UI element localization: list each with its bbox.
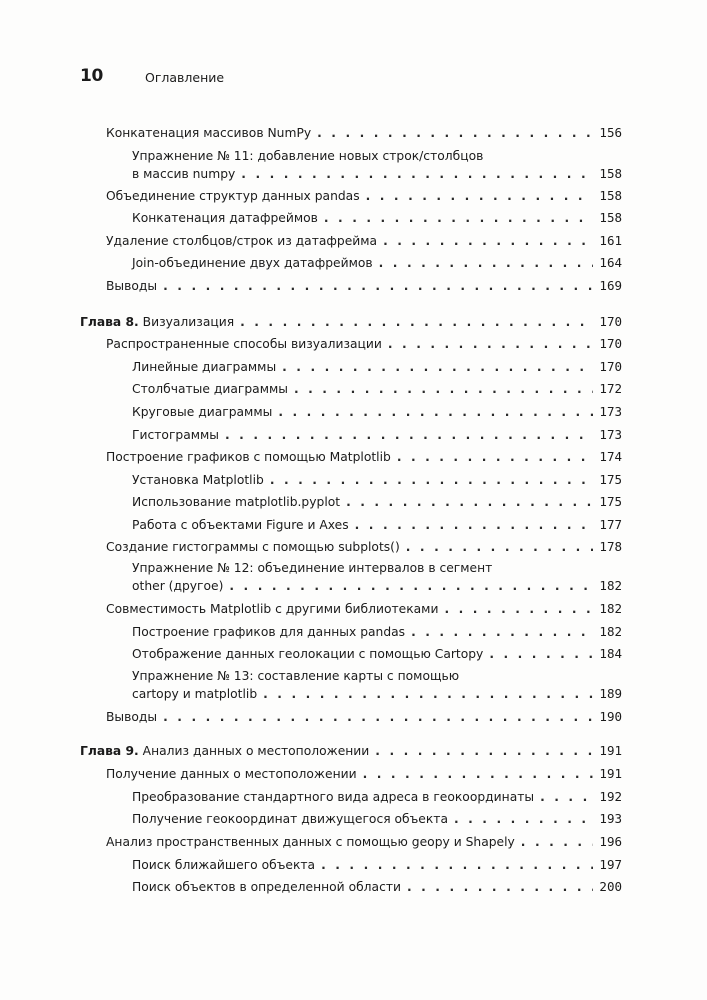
toc-entry-label: Линейные диаграммы [132, 360, 277, 374]
chapter-title: Визуализация [142, 315, 235, 329]
toc-entry [106, 232, 622, 250]
toc-entry [132, 668, 622, 703]
toc-entry-label: Выводы [106, 710, 158, 724]
toc-entry-label: Удаление столбцов/строк из датафрейма [106, 234, 378, 248]
toc-entry-page: 190 [599, 709, 622, 724]
toc-entry-page: 178 [599, 539, 622, 554]
toc-entry [106, 277, 622, 295]
toc-entry-page: 170 [599, 336, 622, 351]
toc-entry-page: 172 [599, 381, 622, 396]
leader-dots [225, 427, 593, 444]
toc-entry-label: Распространенные способы визуализации [106, 337, 382, 351]
toc-entry-page: 156 [599, 125, 622, 140]
toc-entry-page: 197 [599, 857, 622, 872]
toc-entry [132, 623, 622, 641]
leader-dots [321, 857, 593, 874]
toc-entry-page: 164 [599, 255, 622, 270]
page-number: 10 [80, 66, 104, 86]
leader-dots [229, 578, 593, 595]
toc-entry-label: Поиск ближайшего объекта [132, 858, 316, 872]
toc-entry-label: Столбчатые диаграммы [132, 382, 288, 396]
leader-dots [355, 517, 594, 534]
toc-entry-label: Анализ пространственных данных с помощью geopy и Shapely [106, 835, 515, 849]
toc-entry [106, 538, 622, 556]
toc-entry [132, 788, 622, 806]
toc-entry [106, 124, 622, 142]
toc-entry-label-line1: Упражнение № 12: объединение интервалов в сегмент [132, 561, 493, 575]
leader-dots [240, 314, 593, 331]
leader-dots [366, 188, 594, 205]
toc-entry-label: Отображение данных геолокации с помощью Cartopy [132, 647, 484, 661]
toc-entry [132, 810, 622, 828]
toc-entry-page: 173 [599, 427, 622, 442]
leader-dots [383, 233, 593, 250]
toc-entry-page: 158 [599, 166, 622, 181]
toc-entry-page: 170 [599, 359, 622, 374]
toc-entry-label: Получение данных о местоположении [106, 767, 357, 781]
toc-chapter-entry [80, 742, 622, 760]
leader-dots [388, 336, 594, 353]
toc-entry-page: 170 [599, 314, 622, 329]
toc-entry [106, 765, 622, 783]
toc-entry [132, 380, 622, 398]
leader-dots [489, 646, 593, 663]
toc-entry-label: Круговые диаграммы [132, 405, 273, 419]
leader-dots [540, 789, 593, 806]
toc-entry [132, 426, 622, 444]
toc-entry-label: Получение геокоординат движущегося объекта [132, 812, 448, 826]
toc-entry-label: в массив numpy [132, 167, 236, 181]
toc-entry-page: 182 [599, 601, 622, 616]
toc-entry [106, 187, 622, 205]
toc-entry-label: Конкатенация датафреймов [132, 211, 318, 225]
leader-dots [282, 359, 593, 376]
toc-entry-page: 158 [599, 188, 622, 203]
toc-entry-label: Гистограммы [132, 428, 220, 442]
toc-entry-label: cartopy и matplotlib [132, 687, 258, 701]
toc-entry-label: other (другое) [132, 579, 224, 593]
toc-entry-page: 189 [599, 686, 622, 701]
toc-entry [132, 358, 622, 376]
leader-dots [324, 210, 594, 227]
toc-entry-label: Использование matplotlib.pyplot [132, 495, 341, 509]
toc-entry-page: 193 [599, 811, 622, 826]
leader-dots [294, 381, 593, 398]
toc-entry-page: 182 [599, 624, 622, 639]
toc-chapter-entry [80, 313, 622, 331]
leader-dots [406, 539, 594, 556]
toc-entry [132, 645, 622, 663]
toc-entry [106, 448, 622, 466]
toc-entry-page: 191 [599, 766, 622, 781]
leader-dots [397, 449, 594, 466]
leader-dots [278, 404, 593, 421]
leader-dots [444, 601, 593, 618]
toc-entry [132, 403, 622, 421]
toc-entry-label: Работа с объектами Figure и Axes [132, 518, 349, 532]
toc-entry [132, 148, 622, 183]
toc-entry-page: 182 [599, 578, 622, 593]
leader-dots [379, 255, 594, 272]
running-title: Оглавление [145, 70, 225, 85]
toc-entry-label: Построение графиков для данных pandas [132, 625, 406, 639]
toc-entry [132, 878, 622, 896]
toc-entry-label-line1: Упражнение № 11: добавление новых строк/столбцов [132, 149, 484, 163]
toc-entry-page: 175 [599, 472, 622, 487]
toc-entry-page: 174 [599, 449, 622, 464]
toc-entry-label: Установка Matplotlib [132, 473, 264, 487]
toc-entry-page: 169 [599, 278, 622, 293]
toc-entry-page: 200 [599, 879, 622, 894]
leader-dots [317, 125, 593, 142]
toc-entry-label-line1: Упражнение № 13: составление карты с помощью [132, 669, 460, 683]
toc-entry [132, 856, 622, 874]
chapter-title: Анализ данных о местоположении [142, 744, 370, 758]
toc-entry [132, 471, 622, 489]
leader-dots [163, 278, 593, 295]
chapter-number: Глава 8. [80, 315, 139, 329]
toc-entry-label: Объединение структур данных pandas [106, 189, 360, 203]
toc-entry-page: 158 [599, 210, 622, 225]
leader-dots [163, 709, 593, 726]
page-header [0, 64, 707, 88]
toc-entry-page: 177 [599, 517, 622, 532]
leader-dots [375, 743, 593, 760]
leader-dots [411, 624, 593, 641]
toc-entry [106, 708, 622, 726]
toc-entry [106, 335, 622, 353]
toc-entry-label: Создание гистограммы с помощью subplots() [106, 540, 400, 554]
toc-entry-label: Конкатенация массивов NumPy [106, 126, 312, 140]
leader-dots [346, 494, 593, 511]
toc-entry-page: 173 [599, 404, 622, 419]
toc-entry-label: Поиск объектов в определенной области [132, 880, 401, 894]
toc-entry [132, 209, 622, 227]
toc-entry-label: Join-объединение двух датафреймов [132, 256, 373, 270]
leader-dots [363, 766, 594, 783]
toc-entry [132, 254, 622, 272]
toc-entry-label: Построение графиков с помощью Matplotlib [106, 450, 391, 464]
toc-entry-label: Преобразование стандартного вида адреса в геокоординаты [132, 790, 535, 804]
leader-dots [454, 811, 593, 828]
toc-entry [106, 833, 622, 851]
toc-entry-page: 191 [599, 743, 622, 758]
leader-dots [263, 686, 593, 703]
toc-entry-page: 192 [599, 789, 622, 804]
toc-entry-page: 196 [599, 834, 622, 849]
leader-dots [270, 472, 594, 489]
leader-dots [407, 879, 593, 896]
toc-entry-page: 184 [599, 646, 622, 661]
toc-entry-label: Совместимость Matplotlib с другими библиотеками [106, 602, 439, 616]
toc-entry [132, 516, 622, 534]
toc-entry [106, 600, 622, 618]
toc-entry [132, 493, 622, 511]
toc-entry-page: 175 [599, 494, 622, 509]
toc-entry-page: 161 [599, 233, 622, 248]
leader-dots [521, 834, 594, 851]
toc-entry [132, 560, 622, 595]
chapter-number: Глава 9. [80, 744, 139, 758]
leader-dots [241, 166, 593, 183]
toc-entry-label: Выводы [106, 279, 158, 293]
